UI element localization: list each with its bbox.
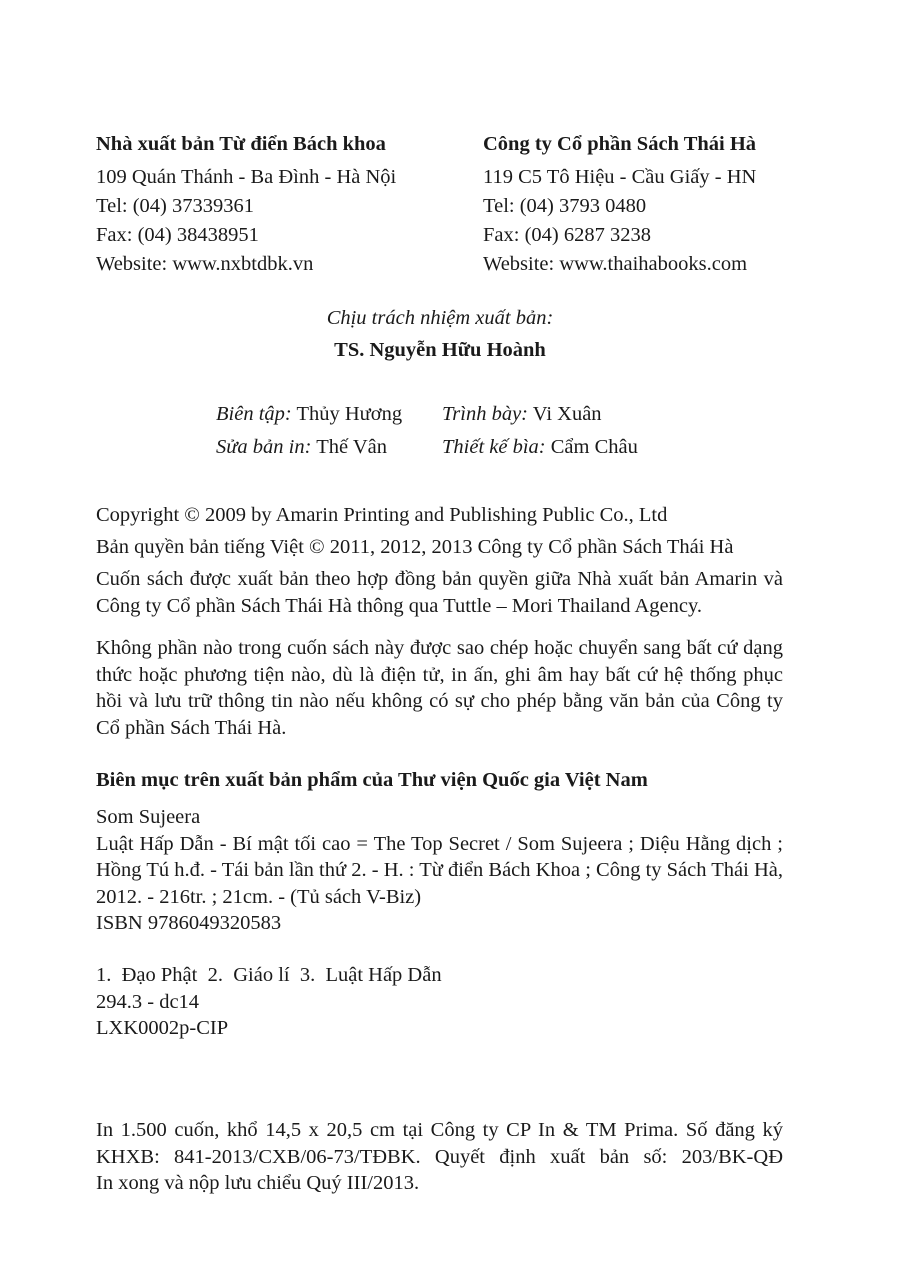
cip-code: LXK0002p-CIP [96, 1017, 229, 1039]
responsible-section [0, 302, 880, 366]
print-info [96, 1117, 783, 1197]
copyright-line-2: Bản quyền bản tiếng Việt © 2011, 2012, 2013 Công ty Cổ phần Sách Thái Hà [96, 536, 734, 558]
print-info-line-2: KHXB: 841-2013/CXB/06-73/TĐBK. Quyết định xuất bản số: 203/BK-QĐ [96, 1145, 783, 1168]
cip-classification: 294.3 - dc14 [96, 990, 200, 1013]
publisher-left-name: Nhà xuất bản Từ điển Bách khoa [96, 133, 386, 155]
staff-credits [216, 398, 638, 464]
print-info-line-1: In 1.500 cuốn, khổ 14,5 x 20,5 cm tại Công ty CP In & TM Prima. Số đăng ký [96, 1119, 783, 1141]
cip-record-text: Luật Hấp Dẫn - Bí mật tối cao = The Top Secret / Som Sujeera ; Diệu Hằng dịch ; Hồng Tú h.đ. - Tái bản lần thứ 2. - H. : Từ điển Bách Khoa ; Công ty Sách Thái Hà, 2012. - 216tr. ; 21cm. - (Tủ sách V-Biz) [96, 832, 783, 908]
editor-name: Thủy Hương [291, 403, 403, 425]
publisher-right-fax: Fax: (04) 6287 3238 [483, 224, 651, 246]
staff-row-2 [216, 431, 638, 464]
responsible-name: TS. Nguyễn Hữu Hoành [334, 339, 546, 361]
publisher-right-name: Công ty Cổ phần Sách Thái Hà [483, 133, 757, 155]
editor-label: Biên tập: [216, 403, 292, 425]
copyright-line-1: Copyright © 2009 by Amarin Printing and Publishing Public Co., Ltd [96, 504, 668, 526]
publisher-right-tel: Tel: (04) 3793 0480 [483, 195, 647, 217]
staff-row-1 [216, 398, 638, 431]
layout-label: Trình bày: [442, 403, 528, 425]
cip-subjects-block [96, 962, 442, 1042]
cover-name: Cẩm Châu [545, 436, 638, 458]
cip-isbn: ISBN 9786049320583 [96, 912, 282, 934]
copyright-section [96, 499, 783, 619]
publisher-left-website: Website: www.nxbtdbk.vn [96, 253, 314, 275]
publisher-left [96, 130, 396, 279]
proof-name: Thế Vân [311, 436, 387, 458]
copyright-line-3: Cuốn sách được xuất bản theo hợp đồng bản quyền giữa Nhà xuất bản Amarin và Công ty Cổ phần Sách Thái Hà thông qua Tuttle – Mori Thailand Agency. [96, 568, 783, 617]
cip-record [96, 804, 783, 937]
publisher-right [483, 130, 756, 279]
print-info-line-3: In xong và nộp lưu chiểu Quý III/2013. [96, 1172, 420, 1194]
publisher-right-address: 119 C5 Tô Hiệu - Cầu Giấy - HN [483, 166, 757, 188]
rights-notice: Không phần nào trong cuốn sách này được sao chép hoặc chuyển sang bất cứ dạng thức hoặc phương tiện nào, dù là điện tử, in ấn, ghi âm hay bất cứ hệ thống phục hồi và lưu trữ thông tin nào nếu không có sự cho phép bằng văn bản của Công ty Cổ phần Sách Thái Hà. [96, 637, 783, 739]
publisher-right-website: Website: www.thaihabooks.com [483, 253, 748, 275]
responsible-label: Chịu trách nhiệm xuất bản: [326, 307, 554, 329]
publisher-left-address: 109 Quán Thánh - Ba Đình - Hà Nội [96, 166, 397, 188]
publisher-left-tel: Tel: (04) 37339361 [96, 195, 254, 217]
cover-label: Thiết kế bìa: [442, 436, 546, 458]
publisher-left-fax: Fax: (04) 38438951 [96, 224, 259, 246]
layout-name: Vi Xuân [528, 403, 602, 425]
cip-author: Som Sujeera [96, 806, 201, 828]
proof-label: Sửa bản in: [216, 436, 312, 458]
cip-title: Biên mục trên xuất bản phẩm của Thư viện Quốc gia Việt Nam [96, 769, 648, 791]
cip-subjects: 1. Đạo Phật 2. Giáo lí 3. Luật Hấp Dẫn [96, 964, 442, 986]
